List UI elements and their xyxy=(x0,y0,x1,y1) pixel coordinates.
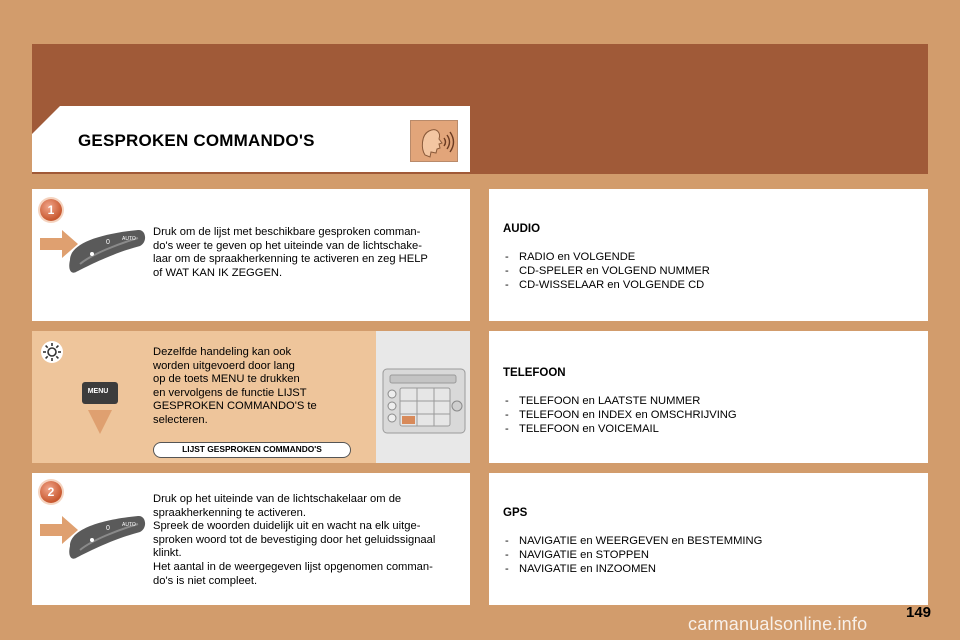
telefoon-command-list xyxy=(505,394,737,436)
list-item: - NAVIGATIE en WEERGEVEN en BESTEMMING xyxy=(505,534,762,548)
page-title: GESPROKEN COMMANDO'S xyxy=(78,131,315,150)
gps-section-title: GPS xyxy=(503,507,528,519)
voice-command-icon xyxy=(410,120,458,162)
list-item: - NAVIGATIE en INZOOMEN xyxy=(505,562,762,576)
tip-text: Dezelfde handeling kan ook worden uitgevoerd door lang op de toets MENU te drukken en vervolgens de functie LIJST GESPROKEN COMMANDO'S te selecteren. xyxy=(153,346,317,426)
step-2-text: Druk op het uiteinde van de lichtschakelaar om de spraakherkenning te activeren. Spreek de woorden duidelijk uit en wacht na elk uitge- sproken woord tot de bevestiging door het geluidssignaal klinkt. Het aantal in de weergegeven lijst opgenomen comman- do's is niet compleet. xyxy=(153,493,436,587)
gps-command-list xyxy=(505,534,762,576)
list-item: - CD-SPELER en VOLGEND NUMMER xyxy=(505,264,710,278)
stalk-zero-label: 0 xyxy=(106,525,110,532)
steering-stalk-1-image xyxy=(40,220,150,287)
menu-button-label: MENU xyxy=(87,388,109,395)
tip-sun-icon xyxy=(40,340,64,369)
list-item: - NAVIGATIE en STOPPEN xyxy=(505,548,762,562)
list-item: - RADIO en VOLGENDE xyxy=(505,250,710,264)
stalk-auto-label: AUTO xyxy=(122,522,136,528)
list-item: - TELEFOON en LAATSTE NUMMER xyxy=(505,394,737,408)
stalk-zero-label: 0 xyxy=(106,239,110,246)
watermark: carmanualsonline.info xyxy=(688,614,868,634)
list-item: - CD-WISSELAAR en VOLGENDE CD xyxy=(505,278,710,292)
menu-item-label: LIJST GESPROKEN COMMANDO'S xyxy=(153,442,351,458)
audio-command-list xyxy=(505,250,710,292)
list-item: - TELEFOON en INDEX en OMSCHRIJVING xyxy=(505,408,737,422)
step-1-text: Druk om de lijst met beschikbare gesproken comman- do's weer te geven op het uiteinde van de lichtschake- laar om de spraakherkenning te activeren en zeg HELP of WAT KAN IK ZEGGEN. xyxy=(153,226,428,279)
step-1-badge: 1 xyxy=(40,199,62,221)
step-2-badge: 2 xyxy=(40,481,62,503)
page-number: 149 xyxy=(906,604,932,621)
list-item: - TELEFOON en VOICEMAIL xyxy=(505,422,737,436)
stalk-auto-label: AUTO xyxy=(122,236,136,242)
radio-unit-image xyxy=(382,368,466,439)
audio-section-title: AUDIO xyxy=(503,223,541,235)
steering-stalk-2-image xyxy=(40,506,150,573)
telefoon-section-title: TELEFOON xyxy=(503,367,566,379)
